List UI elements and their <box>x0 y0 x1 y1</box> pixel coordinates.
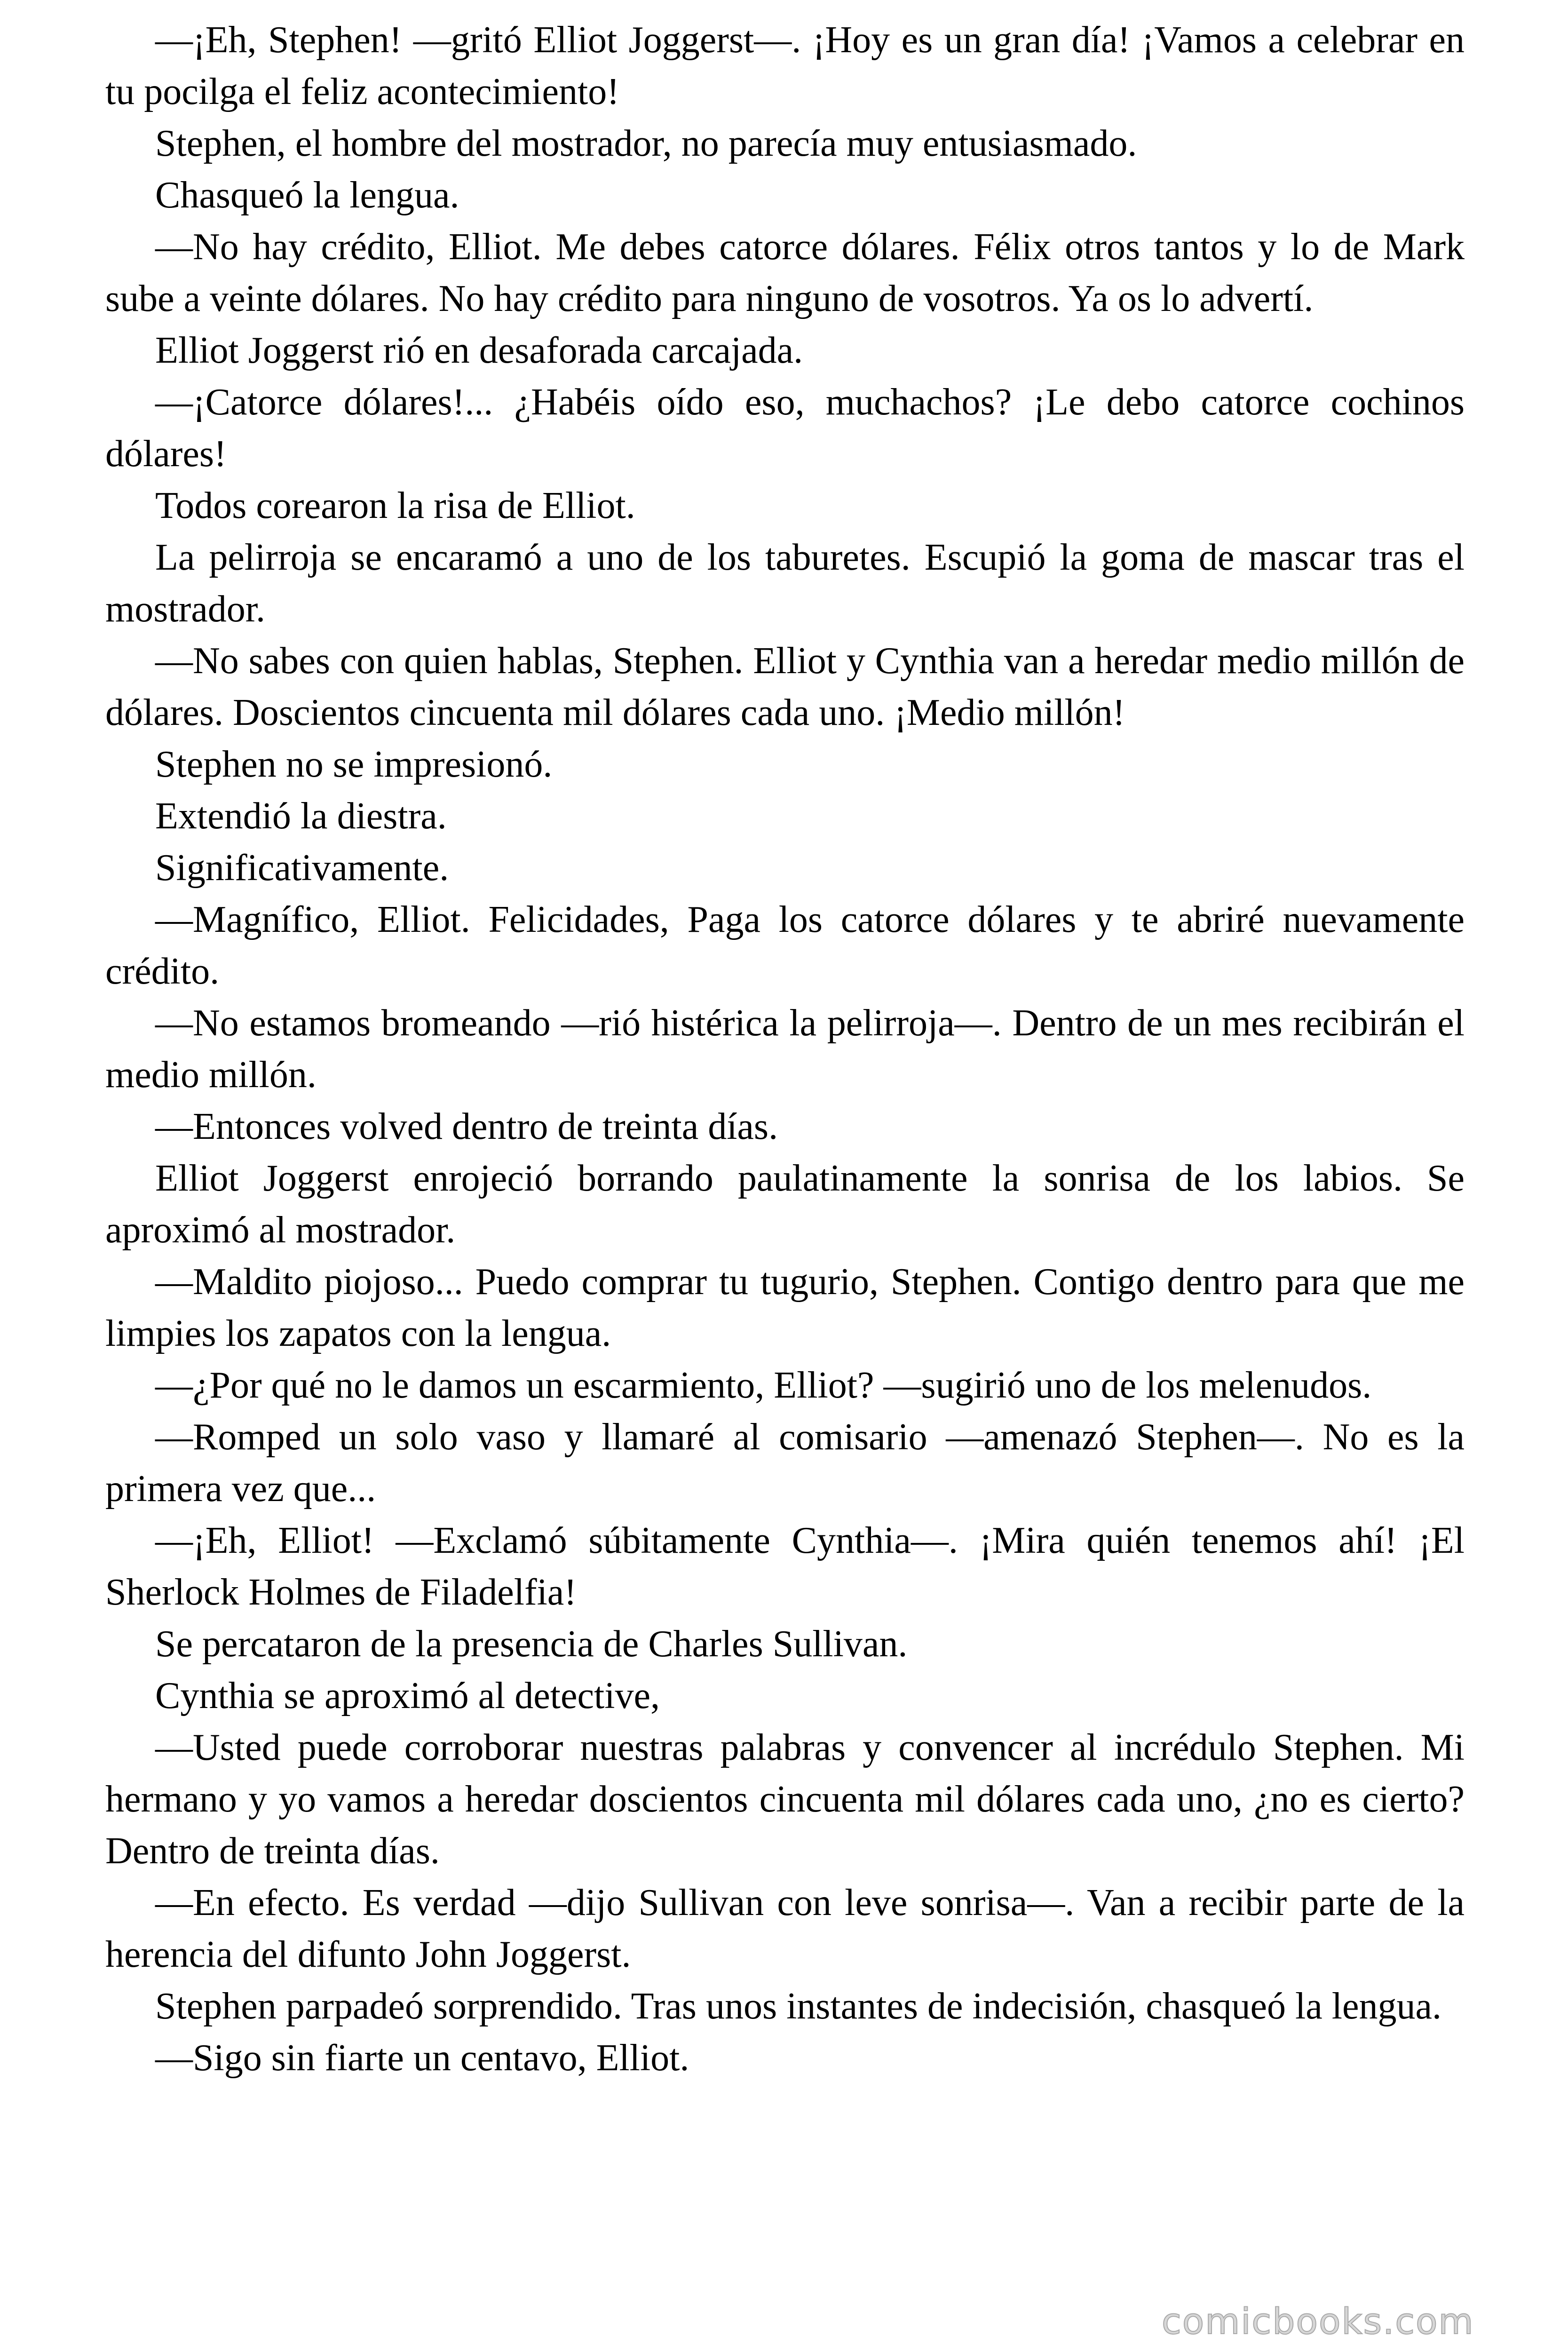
paragraph: —Romped un solo vaso y llamaré al comisario —amenazó Stephen—. No es la primera vez que... <box>105 1416 1465 1510</box>
paragraph: —¡Catorce dólares!... ¿Habéis oído eso, muchachos? ¡Le debo catorce cochinos dólares! <box>105 381 1465 475</box>
paragraph: —Usted puede corroborar nuestras palabras y convencer al incrédulo Stephen. Mi hermano y yo vamos a heredar doscientos cincuenta mil dólares cada uno, ¿no es cierto? Dentro de treinta días. <box>105 1727 1465 1872</box>
paragraph: La pelirroja se encaramó a uno de los taburetes. Escupió la goma de mascar tras el mostrador. <box>105 537 1465 630</box>
paragraph: Chasqueó la lengua. <box>155 175 459 216</box>
paragraph: —Magnífico, Elliot. Felicidades, Paga los catorce dólares y te abriré nuevamente crédito. <box>105 899 1465 992</box>
paragraph: Se percataron de la presencia de Charles Sullivan. <box>155 1623 908 1665</box>
paragraph: —Entonces volved dentro de treinta días. <box>155 1106 778 1147</box>
paragraph: —¡Eh, Stephen! —gritó Elliot Joggerst—. ¡Hoy es un gran día! ¡Vamos a celebrar en tu pocilga el feliz acontecimiento! <box>105 19 1465 112</box>
paragraph: Cynthia se aproximó al detective, <box>155 1675 660 1716</box>
paragraph: Stephen parpadeó sorprendido. Tras unos instantes de indecisión, chasqueó la lengua. <box>155 1986 1441 2027</box>
paragraph: —Sigo sin fiarte un centavo, Elliot. <box>155 2037 689 2079</box>
paragraph: —No estamos bromeando —rió histérica la pelirroja—. Dentro de un mes recibirán el medio millón. <box>105 1002 1465 1096</box>
paragraph: —No hay crédito, Elliot. Me debes catorce dólares. Félix otros tantos y lo de Mark sube a veinte dólares. No hay crédito para ninguno de vosotros. Ya os lo advertí. <box>105 226 1465 319</box>
paragraph: Extendió la diestra. <box>155 795 447 837</box>
paragraph: Stephen no se impresionó. <box>155 744 553 785</box>
paragraph: Elliot Joggerst rió en desaforada carcajada. <box>155 330 803 371</box>
paragraph: —¿Por qué no le damos un escarmiento, Elliot? —sugirió uno de los melenudos. <box>155 1365 1372 1406</box>
paragraph: Stephen, el hombre del mostrador, no parecía muy entusiasmado. <box>155 123 1137 164</box>
watermark: comicbooks.com <box>1162 2300 1474 2342</box>
paragraph: —En efecto. Es verdad —dijo Sullivan con leve sonrisa—. Van a recibir parte de la herencia del difunto John Joggerst. <box>105 1882 1465 1975</box>
paragraph: —Maldito piojoso... Puedo comprar tu tugurio, Stephen. Contigo dentro para que me limpies los zapatos con la lengua. <box>105 1261 1465 1354</box>
paragraph: Elliot Joggerst enrojeció borrando paulatinamente la sonrisa de los labios. Se aproximó al mostrador. <box>105 1158 1465 1251</box>
paragraph: —No sabes con quien hablas, Stephen. Elliot y Cynthia van a heredar medio millón de dólares. Doscientos cincuenta mil dólares cada uno. ¡Medio millón! <box>105 640 1465 733</box>
paragraph: —¡Eh, Elliot! —Exclamó súbitamente Cynthia—. ¡Mira quién tenemos ahí! ¡El Sherlock Holmes de Filadelfia! <box>105 1520 1465 1613</box>
body-text <box>105 14 1465 2084</box>
paragraph: Significativamente. <box>155 847 449 889</box>
paragraph: Todos corearon la risa de Elliot. <box>155 485 635 526</box>
